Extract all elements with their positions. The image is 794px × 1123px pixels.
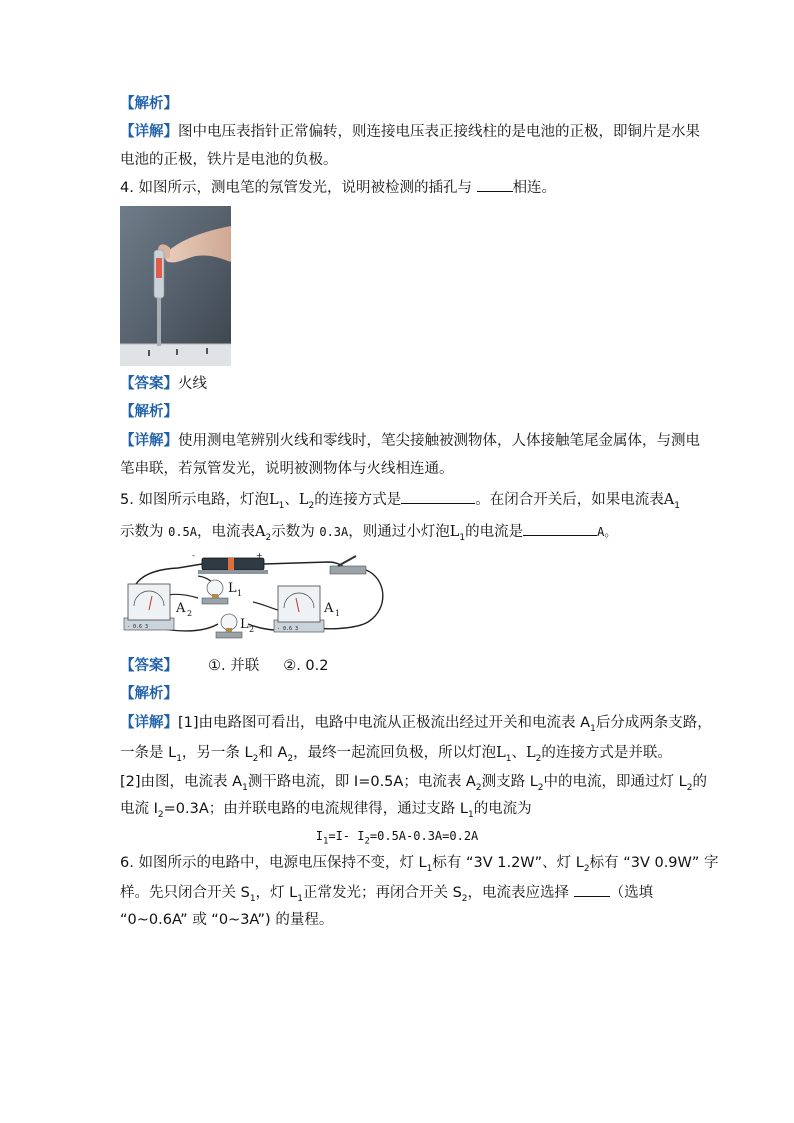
- q5-detail-line1: 【详解】[1]由电路图可看出，电路中电流从正极流出经过开关和电流表 $A_1$后分成两条支路，: [120, 715, 712, 734]
- answer-tag: 【答案】: [120, 376, 178, 392]
- q5-stem-line1: 5. 如图所示电路，灯泡$L_1$、$L_2$的连接方式是 。在闭合开关后，如果电流表$A_1$: [120, 489, 680, 516]
- q5-formula: $I_1=I-$ $I_2=0.5A-0.3A=0.2A$: [315, 829, 479, 847]
- circuit-diagram: [118, 548, 390, 640]
- q4-stem: 4. 如图所示，测电笔的氖管发光，说明被检测的插孔与 相连。: [120, 177, 556, 198]
- q4-detail-line1: 【详解】使用测电笔辨别火线和零线时，笔尖接触被测物体，人体接触笔尾金属体，与测电: [120, 433, 700, 449]
- q5-stem-line2: 示数为 0.5A，电流表$A_2$示数为 0.3A，则通过小灯泡$L_1$的电流是 A。: [120, 521, 616, 548]
- q6-stem-line1: 6. 如图所示的电路中，电源电压保持不变，灯 $L_1$标有 “3V 1.2W”、灯 $L_2$标有 “3V 0.9W” 字: [120, 855, 719, 874]
- battery-plus: +: [256, 551, 263, 560]
- q5-analysis-tag: 【解析】: [120, 686, 178, 702]
- label-a2: A: [176, 601, 186, 616]
- q3-detail-line1: 【详解】图中电压表指针正常偏转，则连接电压表正接线柱的是电池的正极，即铜片是水果: [120, 124, 700, 140]
- svg-text:2: 2: [187, 609, 193, 618]
- a1-scale: - 0.6 3: [277, 626, 299, 632]
- a2-scale: - 0.6 3: [127, 624, 149, 630]
- q5-detail-line3: [2]由图，电流表 $A_1$测干路电流，即 I=0.5A；电流表 $A_2$测支路 $L_2$中的电流，即通过灯 $L_2$的: [120, 774, 707, 793]
- q4-detail-line2: 笔串联，若氖管发光，说明被测物体与火线相连通。: [120, 461, 454, 477]
- q5-detail-line2: 一条是 $L_1$，另一条 $L_2$和 $A_2$，最终一起流回负极，所以灯泡$L_1$、$L_2$的连接方式是并联。: [120, 745, 672, 764]
- battery-minus: -: [192, 551, 195, 560]
- label-l1: L: [228, 581, 237, 596]
- test-pen-photo: [120, 206, 231, 366]
- label-l2: L: [240, 617, 249, 632]
- q4-analysis-tag: 【解析】: [120, 404, 178, 420]
- connection-blank: [401, 489, 475, 504]
- svg-text:2: 2: [249, 625, 255, 634]
- q5-answer: 【答案】 ①. 并联 ②. 0.2: [120, 658, 329, 674]
- label-a1: A: [324, 601, 334, 616]
- range-blank: [574, 882, 610, 897]
- q3-detail-line2: 电池的正极，铁片是电池的负极。: [120, 152, 338, 168]
- current-blank: [523, 521, 597, 536]
- q4-answer: 【答案】火线: [120, 376, 207, 392]
- detail-tag: 【详解】: [120, 124, 178, 140]
- analysis-tag: 【解析】: [120, 96, 178, 112]
- svg-text:1: 1: [335, 609, 341, 618]
- q6-stem-line3: “0~0.6A” 或 “0~3A”) 的量程。: [120, 912, 334, 928]
- q5-detail-line4: 电流 $I_2=0.3A$；由并联电路的电流规律得，通过支路 $L_1$的电流为: [120, 801, 532, 820]
- svg-text:1: 1: [237, 589, 243, 598]
- answer-blank: [477, 177, 513, 192]
- q6-stem-line2: 样。先只闭合开关 $S_1$，灯 $L_1$正常发光；再闭合开关 $S_2$，电流表应选择 （选填: [120, 882, 653, 909]
